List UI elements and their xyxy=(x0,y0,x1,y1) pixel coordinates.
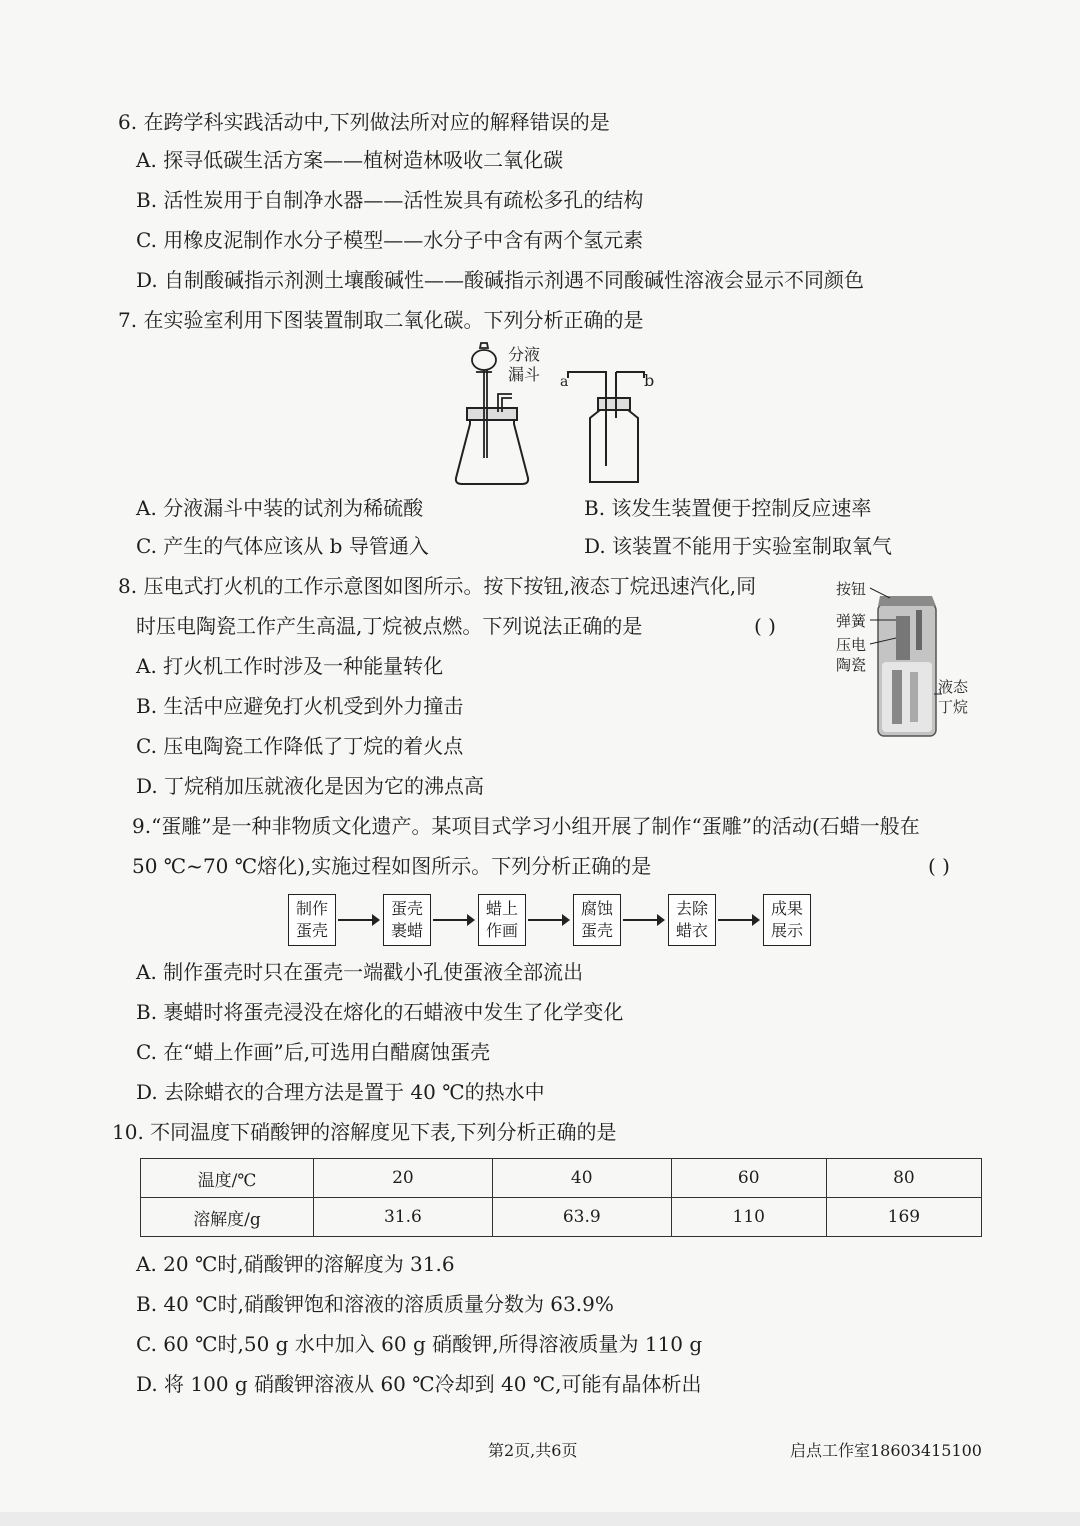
q9-option-d: D. 去除蜡衣的合理方法是置于 40 ℃的热水中 xyxy=(136,1080,545,1104)
table-cell: 40 xyxy=(492,1159,671,1198)
q9-answer-bracket: ( ) xyxy=(928,854,950,878)
table-header-cell: 温度/℃ xyxy=(141,1159,314,1198)
table-cell: 60 xyxy=(671,1159,826,1198)
table-cell: 80 xyxy=(826,1159,981,1198)
q7-option-c: C. 产生的气体应该从 b 导管通入 xyxy=(136,534,429,558)
co2-apparatus-figure xyxy=(440,338,670,488)
flow-arrow xyxy=(623,919,663,921)
q7-option-a: A. 分液漏斗中装的试剂为稀硫酸 xyxy=(136,496,424,520)
q6-option-c: C. 用橡皮泥制作水分子模型——水分子中含有两个氢元素 xyxy=(136,228,644,252)
separatory-funnel xyxy=(472,343,496,458)
flow-step-text: 腐蚀 xyxy=(580,899,613,918)
page-bottom-edge xyxy=(0,1512,1080,1526)
flow-arrow xyxy=(718,919,758,921)
q8-option-c: C. 压电陶瓷工作降低了丁烷的着火点 xyxy=(136,734,464,758)
funnel-label-2: 漏斗 xyxy=(508,365,541,384)
port-b-label: b xyxy=(644,371,655,390)
table-cell: 63.9 xyxy=(492,1198,671,1237)
q6-option-a: A. 探寻低碳生活方案——植树造林吸收二氧化碳 xyxy=(136,148,564,172)
solubility-table xyxy=(140,1158,982,1237)
flow-step-text: 去除 xyxy=(675,899,708,918)
ceramic-label-1: 压电 xyxy=(836,636,867,654)
funnel-label-1: 分液 xyxy=(508,345,541,364)
q10-option-d: D. 将 100 g 硝酸钾溶液从 60 ℃冷却到 40 ℃,可能有晶体析出 xyxy=(136,1372,702,1396)
q8-option-d: D. 丁烷稍加压就液化是因为它的沸点高 xyxy=(136,774,485,798)
lighter-figure xyxy=(830,576,980,746)
q9-option-a: A. 制作蛋壳时只在蛋壳一端戳小孔使蛋液全部流出 xyxy=(136,960,584,984)
q10-stem: 10. 不同温度下硝酸钾的溶解度见下表,下列分析正确的是 xyxy=(112,1120,617,1144)
q6-stem: 6. 在跨学科实践活动中,下列做法所对应的解释错误的是 xyxy=(118,110,610,134)
q6-option-b: B. 活性炭用于自制净水器——活性炭具有疏松多孔的结构 xyxy=(136,188,644,212)
flow-arrow xyxy=(338,919,378,921)
gas-collection-bottle xyxy=(568,372,644,482)
flow-step-text: 制作 xyxy=(295,899,328,918)
q7-option-b: B. 该发生装置便于控制反应速率 xyxy=(584,496,872,520)
flow-step-text: 成果 xyxy=(770,899,803,918)
q8-answer-bracket: ( ) xyxy=(754,614,776,638)
table-cell: 169 xyxy=(826,1198,981,1237)
q10-option-b: B. 40 ℃时,硝酸钾饱和溶液的溶质质量分数为 63.9% xyxy=(136,1292,614,1316)
table-header-cell: 溶解度/g xyxy=(141,1198,314,1237)
erlenmeyer-flask xyxy=(456,408,528,484)
lighter-body xyxy=(878,596,936,736)
ceramic-label-2: 陶瓷 xyxy=(836,656,867,674)
spring-label: 弹簧 xyxy=(836,612,867,630)
flow-step-wax-coat xyxy=(383,894,431,946)
flow-step-text: 裹蜡 xyxy=(390,921,423,940)
butane-label-1: 液态 xyxy=(938,678,969,696)
butane-label-2: 丁烷 xyxy=(938,698,969,716)
q10-option-a: A. 20 ℃时,硝酸钾的溶解度为 31.6 xyxy=(136,1252,455,1276)
table-cell: 31.6 xyxy=(314,1198,493,1237)
flow-step-text: 蛋壳 xyxy=(295,921,328,940)
q8-stem-line1: 8. 压电式打火机的工作示意图如图所示。按下按钮,液态丁烷迅速汽化,同 xyxy=(118,574,757,598)
q9-option-c: C. 在“蜡上作画”后,可选用白醋腐蚀蛋壳 xyxy=(136,1040,491,1064)
q6-option-d: D. 自制酸碱指示剂测土壤酸碱性——酸碱指示剂遇不同酸碱性溶液会显示不同颜色 xyxy=(136,268,865,292)
flow-arrow xyxy=(433,919,473,921)
flow-step-text: 展示 xyxy=(770,921,803,940)
flow-step-text: 作画 xyxy=(485,921,518,940)
egg-carving-flowchart xyxy=(288,894,813,948)
flow-step-text: 蜡上 xyxy=(485,899,518,918)
q9-option-b: B. 裹蜡时将蛋壳浸没在熔化的石蜡液中发生了化学变化 xyxy=(136,1000,624,1024)
table-row-solubility xyxy=(141,1198,982,1237)
studio-credit: 启点工作室18603415100 xyxy=(790,1441,982,1460)
flow-step-text: 蜡衣 xyxy=(675,921,708,940)
q9-stem-line1: 9.“蛋雕”是一种非物质文化遗产。某项目式学习小组开展了制作“蛋雕”的活动(石蜡一般在 xyxy=(132,814,920,838)
q9-stem-line2: 50 ℃~70 ℃熔化),实施过程如图所示。下列分析正确的是 xyxy=(132,854,652,878)
q10-option-c: C. 60 ℃时,50 g 水中加入 60 g 硝酸钾,所得溶液质量为 110 g xyxy=(136,1332,703,1356)
q8-option-a: A. 打火机工作时涉及一种能量转化 xyxy=(136,654,444,678)
table-cell: 110 xyxy=(671,1198,826,1237)
table-cell: 20 xyxy=(314,1159,493,1198)
table-row-temperature xyxy=(141,1159,982,1198)
port-a-label: a xyxy=(560,374,569,390)
q7-stem: 7. 在实验室利用下图装置制取二氧化碳。下列分析正确的是 xyxy=(118,308,644,332)
q8-option-b: B. 生活中应避免打火机受到外力撞击 xyxy=(136,694,464,718)
q8-stem-line2: 时压电陶瓷工作产生高温,丁烷被点燃。下列说法正确的是 xyxy=(136,614,643,638)
q7-option-d: D. 该装置不能用于实验室制取氧气 xyxy=(584,534,893,558)
button-label: 按钮 xyxy=(836,580,867,598)
page-number: 第2页,共6页 xyxy=(488,1441,578,1460)
flow-step-etch-shell xyxy=(573,894,621,946)
flow-step-remove-wax xyxy=(668,894,716,946)
flow-step-make-shell xyxy=(288,894,336,946)
flow-step-paint-wax xyxy=(478,894,526,946)
flow-step-text: 蛋壳 xyxy=(390,899,423,918)
flow-arrow xyxy=(528,919,568,921)
flow-step-show-result xyxy=(763,894,811,946)
flow-step-text: 蛋壳 xyxy=(580,921,613,940)
